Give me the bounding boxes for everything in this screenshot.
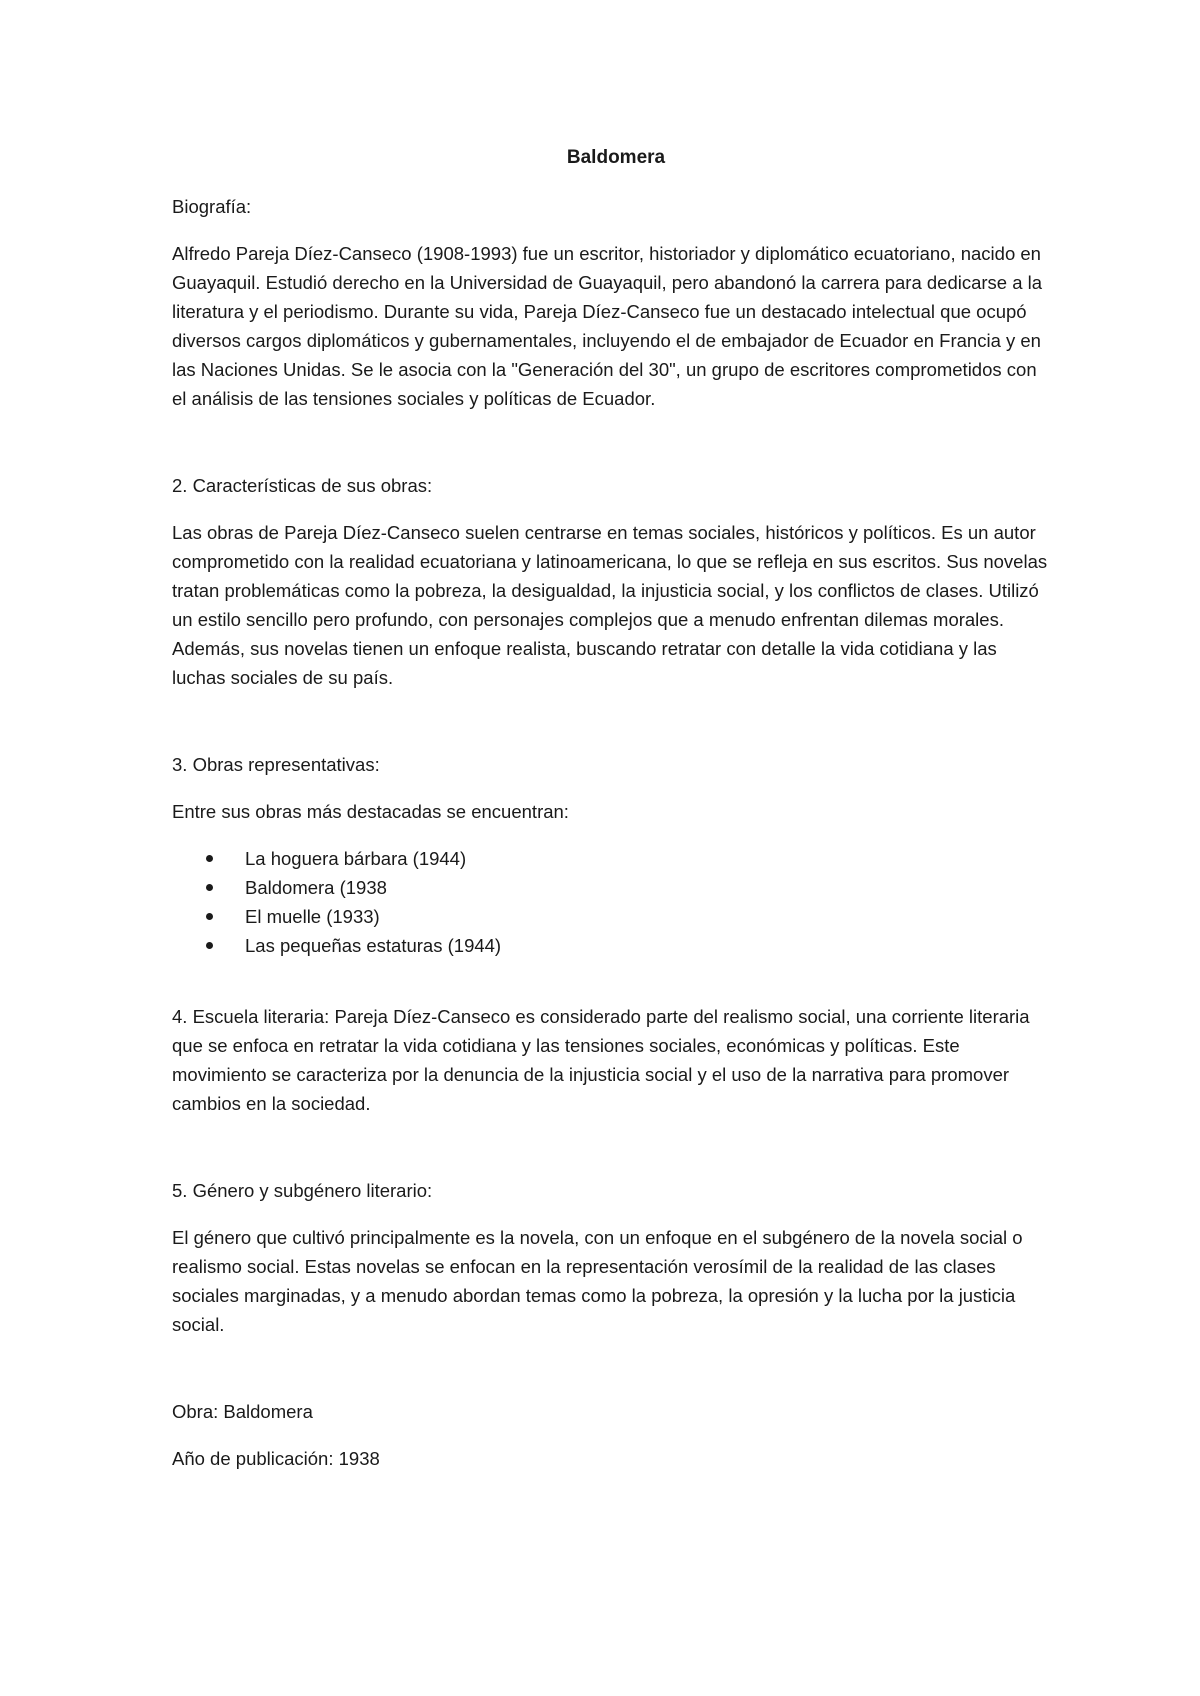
section-5-paragraph: El género que cultivó principalmente es la novela, con un enfoque en el subgénero de la novela social o realismo social. Estas novelas se enfocan en la representación verosímil de la realidad de las clases sociales marginadas, y a menudo abordan temas como la pobreza, la opresión y la lucha por la justicia social. [172, 1227, 1023, 1335]
bio-paragraph: Alfredo Pareja Díez-Canseco (1908-1993) fue un escritor, historiador y diplomático ecuatoriano, nacido en Guayaquil. Estudió derecho en la Universidad de Guayaquil, pero abandonó la carrera para dedicarse a la literatura y el periodismo. Durante su vida, Pareja Díez-Canseco fue un destacado intelectual que ocupó diversos cargos diplomáticos y gubernamentales, incluyendo el de embajador de Ecuador en Francia y en las Naciones Unidas. Se le asocia con la "Generación del 30", un grupo de escritores comprometidos con el análisis de las tensiones sociales y políticas de Ecuador. [172, 243, 1043, 409]
spacer [172, 1357, 1052, 1397]
spacer [172, 1136, 1052, 1176]
work-title: Las pequeñas estaturas (1944) [245, 935, 502, 956]
work-title: La hoguera bárbara (1944) [245, 848, 467, 869]
spacer [172, 710, 1052, 750]
work-title: El muelle (1933) [245, 906, 380, 927]
bullet-icon [206, 855, 213, 862]
section-3-intro: Entre sus obras más destacadas se encuentran: [172, 801, 569, 822]
work-title: Baldomera (1938 [245, 877, 387, 898]
section-3-heading: 3. Obras representativas: [172, 754, 380, 775]
bullet-icon [206, 913, 213, 920]
bullet-icon [206, 884, 213, 891]
list-item [172, 902, 1052, 931]
section-5-heading: 5. Género y subgénero literario: [172, 1180, 433, 1201]
document-body [172, 143, 1052, 1491]
obra-line: Obra: Baldomera [172, 1401, 313, 1422]
section-2-paragraph: Las obras de Pareja Díez-Canseco suelen centrarse en temas sociales, históricos y políticos. Es un autor comprometido con la realidad ecuatoriana y latinoamericana, lo que se refleja en sus escritos. Sus novelas tratan problemáticas como la pobreza, la desigualdad, la injusticia social, y los conflictos de clases. Utilizó un estilo sencillo pero profundo, con personajes complejos que a menudo enfrentan dilemas morales. Además, sus novelas tienen un enfoque realista, buscando retratar con detalle la vida cotidiana y las luchas sociales de su país. [172, 522, 1048, 688]
spacer [172, 431, 1052, 471]
section-2-heading: 2. Características de sus obras: [172, 475, 433, 496]
works-list [172, 844, 1052, 960]
section-4-paragraph: 4. Escuela literaria: Pareja Díez-Canseco es considerado parte del realismo social, una corriente literaria que se enfoca en retratar la vida cotidiana y las tensiones sociales, económicas y políticas. Este movimiento se caracteriza por la denuncia de la injusticia social y el uso de la narrativa para promover cambios en la sociedad. [172, 1006, 1030, 1114]
list-item [172, 844, 1052, 873]
list-item [172, 931, 1052, 960]
list-item [172, 873, 1052, 902]
bio-heading: Biografía: [172, 196, 252, 217]
document-title: Baldomera [566, 147, 666, 168]
bullet-icon [206, 942, 213, 949]
publication-year-line: Año de publicación: 1938 [172, 1448, 380, 1469]
spacer [172, 970, 1052, 1002]
